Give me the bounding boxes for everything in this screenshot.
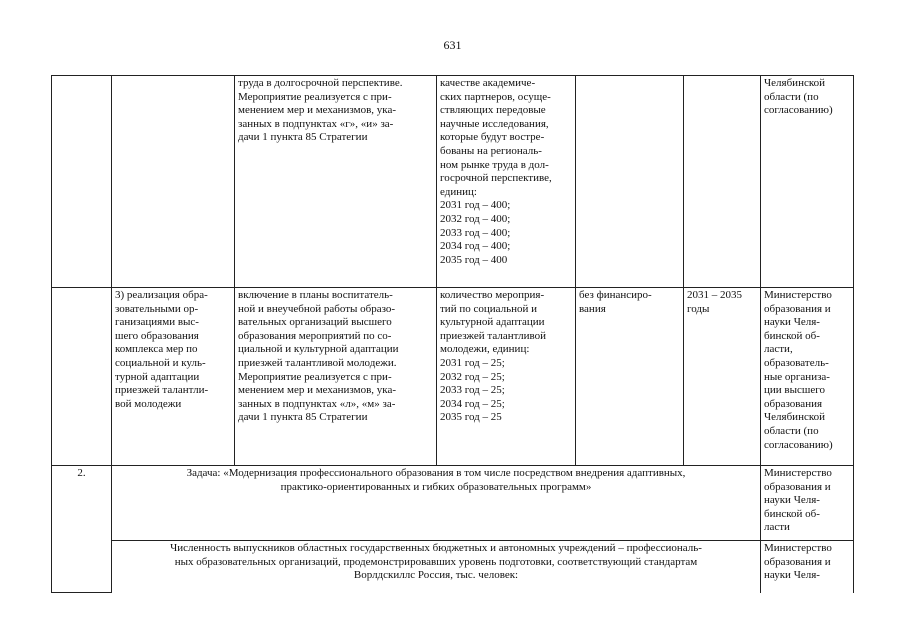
mechanism-cell: труда в долгосрочной перспективе. Мероприятие реализуется с при- менением мер и механизмов, ука- занных в подпунктах «г», «и» за- дачи 1 пункта 85 Стратегии [235, 76, 437, 288]
responsible-cell: Министерство образования и науки Челя- [761, 541, 854, 593]
table-row [52, 541, 854, 593]
indicator-heading-cell: Численность выпускников областных государственных бюджетных и автономных учреждений – профессиональ- ных образовательных организаций, продемонстрировавших уровень подготовки, соответствующий стандартам Ворлдскиллс Россия, тыс. человек: [112, 541, 761, 593]
task-cell: Задача: «Модернизация профессионального образования в том числе посредством внедрения адаптивных, практико-ориентированных и гибких образовательных программ» [112, 466, 761, 541]
responsible-cell: Челябинской области (по согласованию) [761, 76, 854, 288]
measures-table [51, 75, 854, 593]
funding-cell [576, 76, 684, 288]
table-row [52, 466, 854, 541]
mechanism-cell: включение в планы воспитатель- ной и внеучебной работы образо- вательных организаций высшего образования мероприятий по со- циальной и культурной адаптации приезжей талантливой молодежи. Мероприятие реализуется с при- менением мер и механизмов, ука- занных в подпунктах «л», «м» за- дачи 1 пункта 85 Стратегии [235, 288, 437, 466]
measure-cell [112, 76, 235, 288]
responsible-cell: Министерство образования и науки Челя- бинской об- ласти, образователь- ные организа- ции высшего образования Челябинской области (по согласованию) [761, 288, 854, 466]
funding-cell: без финансиро- вания [576, 288, 684, 466]
period-cell: 2031 – 2035 годы [684, 288, 761, 466]
indicator-cell: качестве академиче- ских партнеров, осуще- ствляющих передовые научные исследования, которые будут востре- бованы на региональ- ном рынке труда в дол- госрочной перспективе, единиц: 2031 год – 400; 2032 год – 400; 2033 год – 400; 2034 год – 400; 2035 год – 400 [437, 76, 576, 288]
indicator-cell: количество мероприя- тий по социальной и культурной адаптации приезжей талантливой молодежи, единиц: 2031 год – 25; 2032 год – 25; 2033 год – 25; 2034 год – 25; 2035 год – 25 [437, 288, 576, 466]
row-number-cell: 2. [52, 466, 112, 593]
period-cell [684, 76, 761, 288]
row-number-cell [52, 76, 112, 288]
page-number: 631 [443, 38, 462, 52]
table-row [52, 76, 854, 288]
row-number-cell [52, 288, 112, 466]
measure-cell: 3) реализация обра- зовательными ор- ганизациями выс- шего образования комплекса мер по социальной и куль- турной адаптации приезжей талантли- вой молодежи [112, 288, 235, 466]
responsible-cell: Министерство образования и науки Челя- бинской об- ласти [761, 466, 854, 541]
table-row [52, 288, 854, 466]
